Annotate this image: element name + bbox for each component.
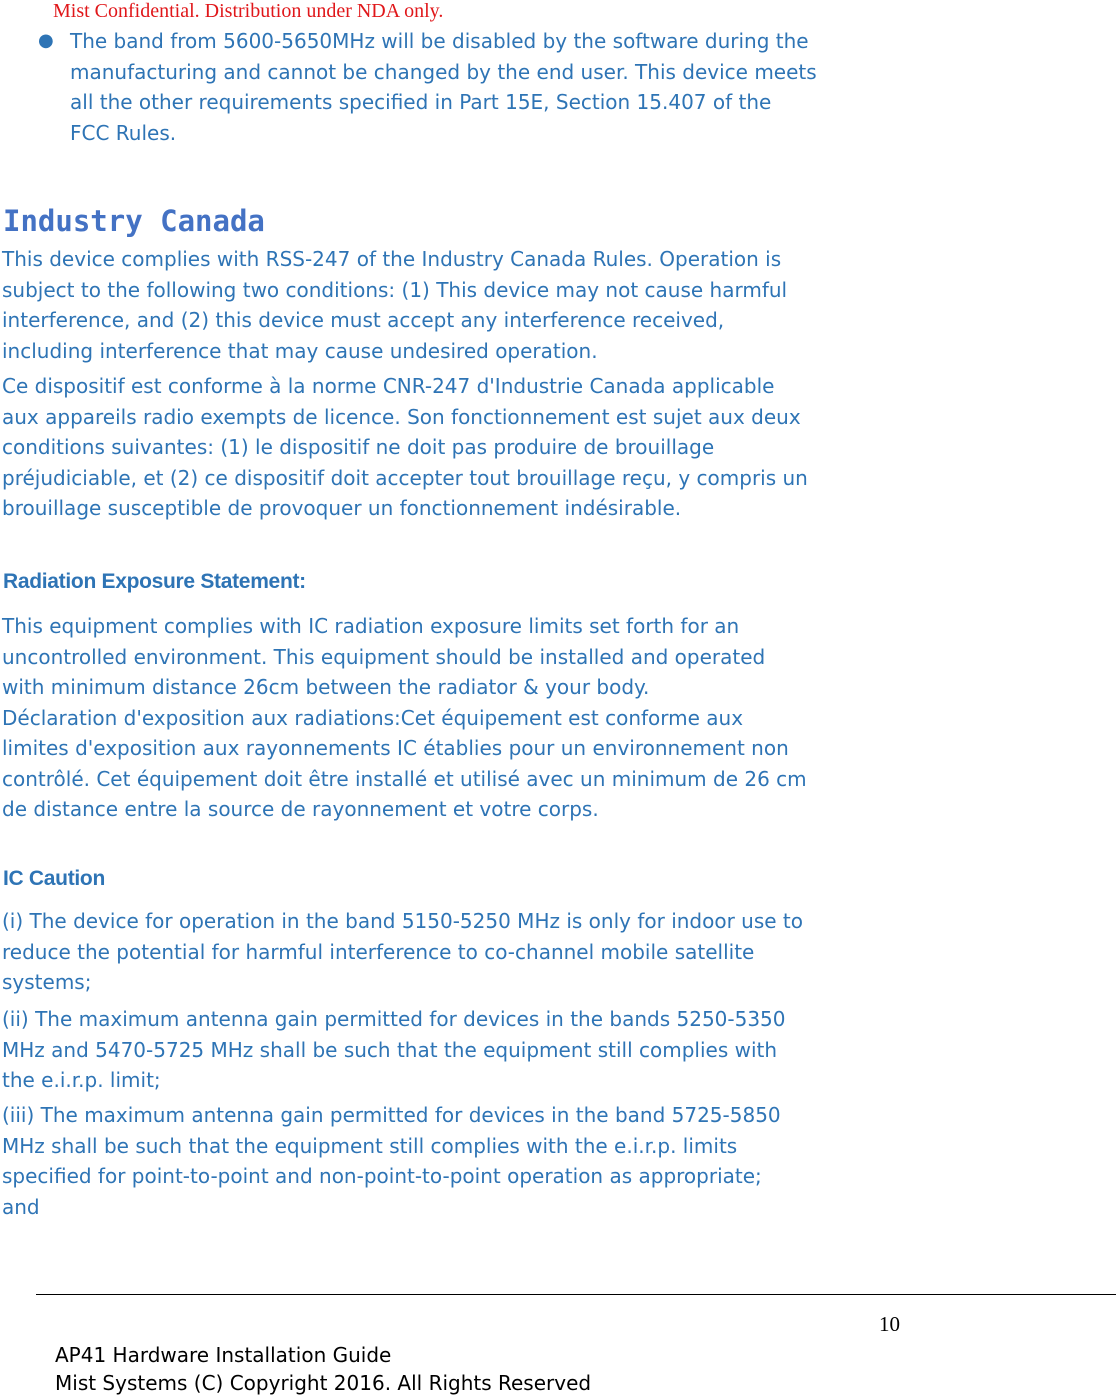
text-line: This device complies with RSS-247 of the Industry Canada Rules. Operation is xyxy=(2,247,782,271)
text-line: systems; xyxy=(2,970,92,994)
text-line: conditions suivantes: (1) le dispositif ne doit pas produire de brouillage xyxy=(2,435,715,459)
text-line: specified for point-to-point and non-point-to-point operation as appropriate; xyxy=(2,1164,762,1188)
radiation-exposure-heading: Radiation Exposure Statement: xyxy=(3,570,306,593)
ic-caution-item-iii xyxy=(2,1100,781,1222)
industry-canada-french-paragraph xyxy=(2,371,808,524)
industry-canada-heading: Industry Canada xyxy=(3,204,265,238)
industry-canada-english-paragraph xyxy=(2,244,787,366)
footer-copyright: Mist Systems (C) Copyright 2016. All Rights Reserved xyxy=(55,1371,592,1395)
text-line: interference, and (2) this device must accept any interference received, xyxy=(2,308,725,332)
text-line: manufacturing and cannot be changed by the end user. This device meets xyxy=(70,59,817,84)
footer-divider xyxy=(36,1294,1116,1295)
text-line: reduce the potential for harmful interference to co-channel mobile satellite xyxy=(2,939,755,964)
radiation-exposure-paragraph xyxy=(2,611,807,825)
text-line: the e.i.r.p. limit; xyxy=(2,1068,161,1092)
text-line: limites d'exposition aux rayonnements IC établies pour un environnement non xyxy=(2,736,789,760)
ic-caution-heading: IC Caution xyxy=(3,867,105,890)
text-line: aux appareils radio exempts de licence. Son fonctionnement est sujet aux deux xyxy=(2,404,801,429)
text-line: The band from 5600-5650MHz will be disabled by the software during the xyxy=(70,29,809,53)
text-line: This equipment complies with IC radiation exposure limits set forth for an xyxy=(2,614,740,638)
confidential-notice: Mist Confidential. Distribution under NDA only. xyxy=(53,0,444,22)
text-line: de distance entre la source de rayonnement et votre corps. xyxy=(2,797,599,821)
text-line: (iii) The maximum antenna gain permitted for devices in the band 5725-5850 xyxy=(2,1103,781,1127)
ic-caution-item-i xyxy=(2,906,803,998)
text-line: Ce dispositif est conforme à la norme CNR-247 d'Industrie Canada applicable xyxy=(2,374,775,398)
text-line: MHz shall be such that the equipment still complies with the e.i.r.p. limits xyxy=(2,1133,738,1158)
text-line: all the other requirements specified in Part 15E, Section 15.407 of the xyxy=(70,90,772,114)
text-line: and xyxy=(2,1194,40,1219)
text-line: FCC Rules. xyxy=(70,120,177,145)
text-line: (i) The device for operation in the band 5150-5250 MHz is only for indoor use to xyxy=(2,909,804,933)
text-line: préjudiciable, et (2) ce dispositif doit accepter tout brouillage reçu, y compris un xyxy=(2,465,808,490)
text-line: subject to the following two conditions: (1) This device may not cause harmful xyxy=(2,277,788,302)
text-line: with minimum distance 26cm between the radiator & your body. xyxy=(2,675,650,699)
text-line: MHz and 5470-5725 MHz shall be such that the equipment still complies with xyxy=(2,1037,778,1062)
ic-caution-item-ii xyxy=(2,1004,786,1096)
text-line: contrôlé. Cet équipement doit être installé et utilisé avec un minimum de 26 cm xyxy=(2,766,807,791)
page-number: 10 xyxy=(879,1312,900,1336)
text-line: brouillage susceptible de provoquer un fonctionnement indésirable. xyxy=(2,496,682,520)
bullet-icon: ● xyxy=(38,30,54,51)
text-line: Déclaration d'exposition aux radiations:Cet équipement est conforme aux xyxy=(2,705,744,730)
text-line: including interference that may cause undesired operation. xyxy=(2,338,598,363)
footer-guide-title: AP41 Hardware Installation Guide xyxy=(55,1343,392,1367)
text-line: (ii) The maximum antenna gain permitted for devices in the bands 5250-5350 xyxy=(2,1007,786,1031)
text-line: uncontrolled environment. This equipment should be installed and operated xyxy=(2,644,766,669)
fcc-bullet-text xyxy=(70,26,817,148)
